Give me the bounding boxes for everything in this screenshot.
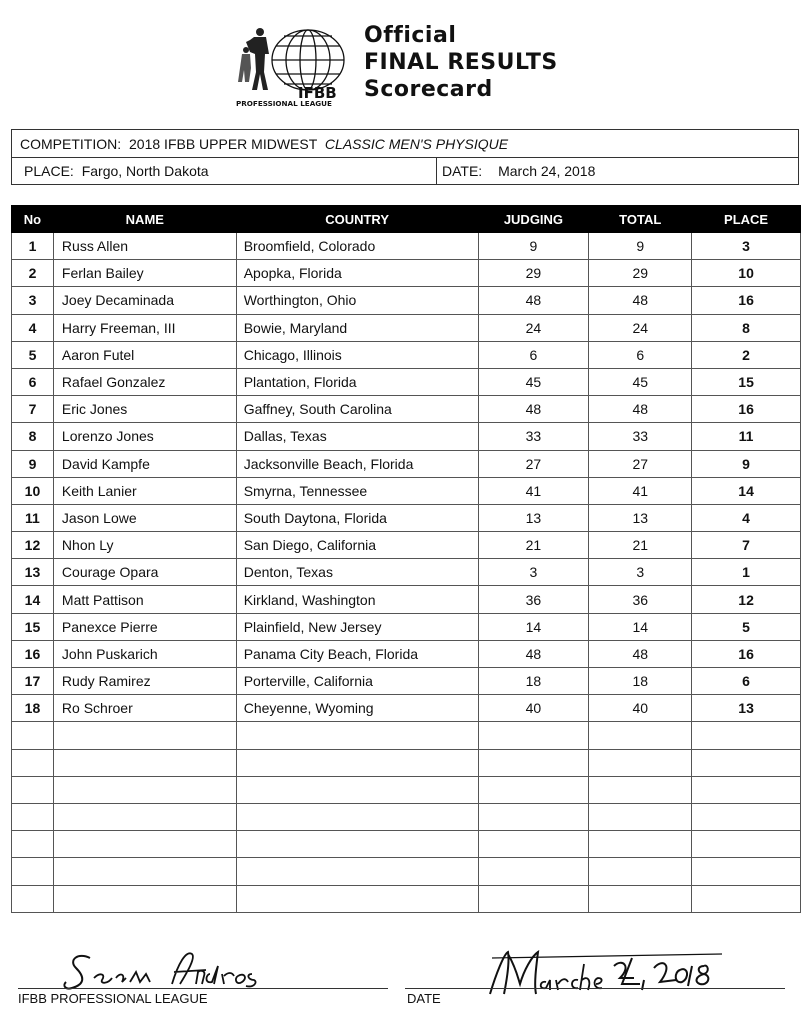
cell-no: 10 [12, 477, 54, 504]
cell-name: Rudy Ramirez [53, 668, 236, 695]
cell-place: 6 [692, 668, 801, 695]
table-row [12, 423, 801, 450]
table-row [12, 450, 801, 477]
empty-cell [236, 885, 478, 912]
cell-total: 14 [589, 613, 692, 640]
empty-cell [12, 722, 54, 749]
cell-name: Harry Freeman, III [53, 314, 236, 341]
title-scorecard: Scorecard [364, 77, 493, 102]
cell-place: 13 [692, 695, 801, 722]
empty-cell [692, 722, 801, 749]
empty-cell [236, 858, 478, 885]
cell-place: 4 [692, 504, 801, 531]
empty-table-row [12, 722, 801, 749]
cell-country: Smyrna, Tennessee [236, 477, 478, 504]
official-signature-label: IFBB PROFESSIONAL LEAGUE [18, 991, 208, 1006]
empty-table-row [12, 831, 801, 858]
header-judging: JUDGING [478, 206, 589, 233]
cell-place: 11 [692, 423, 801, 450]
empty-cell [692, 776, 801, 803]
empty-cell [236, 749, 478, 776]
cell-name: Ferlan Bailey [53, 260, 236, 287]
ifbb-logo [232, 24, 357, 108]
cell-total: 18 [589, 668, 692, 695]
table-row [12, 695, 801, 722]
cell-judging: 21 [478, 532, 589, 559]
empty-table-row [12, 858, 801, 885]
cell-total: 3 [589, 559, 692, 586]
cell-total: 21 [589, 532, 692, 559]
cell-no: 4 [12, 314, 54, 341]
cell-name: Matt Pattison [53, 586, 236, 613]
cell-judging: 29 [478, 260, 589, 287]
cell-name: David Kampfe [53, 450, 236, 477]
cell-country: San Diego, California [236, 532, 478, 559]
cell-country: Plantation, Florida [236, 368, 478, 395]
cell-no: 15 [12, 613, 54, 640]
cell-name: John Puskarich [53, 640, 236, 667]
empty-cell [236, 803, 478, 830]
cell-place: 3 [692, 233, 801, 260]
header-country: COUNTRY [236, 206, 478, 233]
date-signature-line [405, 988, 785, 989]
cell-name: Russ Allen [53, 233, 236, 260]
cell-total: 33 [589, 423, 692, 450]
cell-country: Panama City Beach, Florida [236, 640, 478, 667]
cell-country: Cheyenne, Wyoming [236, 695, 478, 722]
cell-total: 45 [589, 368, 692, 395]
cell-no: 6 [12, 368, 54, 395]
empty-cell [589, 831, 692, 858]
cell-place: 5 [692, 613, 801, 640]
empty-cell [12, 831, 54, 858]
header-name: NAME [53, 206, 236, 233]
cell-no: 18 [12, 695, 54, 722]
empty-cell [236, 722, 478, 749]
cell-total: 27 [589, 450, 692, 477]
empty-table-row [12, 885, 801, 912]
cell-total: 48 [589, 396, 692, 423]
cell-name: Ro Schroer [53, 695, 236, 722]
cell-judging: 6 [478, 341, 589, 368]
table-row [12, 477, 801, 504]
empty-cell [589, 858, 692, 885]
cell-no: 7 [12, 396, 54, 423]
cell-place: 7 [692, 532, 801, 559]
document-title [364, 22, 558, 103]
cell-no: 5 [12, 341, 54, 368]
svg-text:IFBB: IFBB [298, 84, 337, 102]
empty-cell [236, 831, 478, 858]
date-label: DATE: [442, 163, 483, 179]
empty-cell [478, 803, 589, 830]
cell-no: 16 [12, 640, 54, 667]
empty-cell [53, 831, 236, 858]
empty-table-row [12, 776, 801, 803]
cell-place: 15 [692, 368, 801, 395]
cell-country: Worthington, Ohio [236, 287, 478, 314]
cell-judging: 18 [478, 668, 589, 695]
empty-cell [589, 803, 692, 830]
cell-judging: 9 [478, 233, 589, 260]
table-row [12, 532, 801, 559]
bodybuilder-figures-icon [238, 28, 269, 90]
cell-judging: 40 [478, 695, 589, 722]
place-date-row [12, 157, 798, 185]
empty-cell [692, 858, 801, 885]
empty-cell [589, 776, 692, 803]
competition-value: 2018 IFBB UPPER MIDWEST [129, 136, 318, 152]
cell-country: Denton, Texas [236, 559, 478, 586]
empty-cell [236, 776, 478, 803]
empty-cell [478, 749, 589, 776]
table-row [12, 341, 801, 368]
cell-judging: 48 [478, 640, 589, 667]
cell-name: Joey Decaminada [53, 287, 236, 314]
header-total: TOTAL [589, 206, 692, 233]
empty-table-row [12, 803, 801, 830]
cell-total: 24 [589, 314, 692, 341]
empty-cell [53, 885, 236, 912]
empty-cell [692, 831, 801, 858]
cell-country: Plainfield, New Jersey [236, 613, 478, 640]
cell-country: South Daytona, Florida [236, 504, 478, 531]
cell-place: 16 [692, 396, 801, 423]
table-row [12, 504, 801, 531]
cell-no: 9 [12, 450, 54, 477]
cell-no: 17 [12, 668, 54, 695]
date-value: March 24, 2018 [498, 163, 596, 179]
table-row [12, 233, 801, 260]
empty-cell [12, 749, 54, 776]
empty-cell [53, 858, 236, 885]
cell-total: 40 [589, 695, 692, 722]
cell-judging: 36 [478, 586, 589, 613]
place-label: PLACE: [24, 163, 74, 179]
cell-judging: 41 [478, 477, 589, 504]
cell-judging: 48 [478, 396, 589, 423]
cell-name: Eric Jones [53, 396, 236, 423]
cell-total: 36 [589, 586, 692, 613]
cell-total: 6 [589, 341, 692, 368]
cell-place: 12 [692, 586, 801, 613]
cell-name: Keith Lanier [53, 477, 236, 504]
cell-place: 9 [692, 450, 801, 477]
title-final-results: FINAL RESULTS [364, 50, 558, 75]
title-official: Official [364, 23, 457, 48]
cell-no: 8 [12, 423, 54, 450]
cell-judging: 33 [478, 423, 589, 450]
cell-judging: 14 [478, 613, 589, 640]
cell-name: Nhon Ly [53, 532, 236, 559]
competition-row [12, 130, 798, 158]
table-row [12, 314, 801, 341]
empty-cell [12, 803, 54, 830]
table-row [12, 640, 801, 667]
table-row [12, 559, 801, 586]
cell-country: Gaffney, South Carolina [236, 396, 478, 423]
cell-country: Bowie, Maryland [236, 314, 478, 341]
table-row [12, 668, 801, 695]
cell-no: 13 [12, 559, 54, 586]
cell-total: 13 [589, 504, 692, 531]
table-row [12, 260, 801, 287]
official-signature-line [18, 988, 388, 989]
competition-label: COMPETITION: [20, 136, 122, 152]
cell-name: Lorenzo Jones [53, 423, 236, 450]
results-table [11, 205, 801, 913]
cell-total: 9 [589, 233, 692, 260]
cell-total: 48 [589, 640, 692, 667]
cell-name: Jason Lowe [53, 504, 236, 531]
empty-cell [478, 776, 589, 803]
empty-cell [478, 831, 589, 858]
date-signature-label: DATE [407, 991, 441, 1006]
table-row [12, 287, 801, 314]
cell-total: 29 [589, 260, 692, 287]
cell-country: Chicago, Illinois [236, 341, 478, 368]
cell-judging: 3 [478, 559, 589, 586]
cell-name: Aaron Futel [53, 341, 236, 368]
cell-no: 2 [12, 260, 54, 287]
empty-cell [692, 749, 801, 776]
cell-place: 14 [692, 477, 801, 504]
table-header-row [12, 206, 801, 233]
cell-judging: 48 [478, 287, 589, 314]
cell-country: Apopka, Florida [236, 260, 478, 287]
cell-name: Panexce Pierre [53, 613, 236, 640]
cell-place: 10 [692, 260, 801, 287]
header-place: PLACE [692, 206, 801, 233]
info-divider [436, 157, 437, 185]
empty-cell [12, 858, 54, 885]
empty-cell [53, 722, 236, 749]
cell-judging: 24 [478, 314, 589, 341]
cell-no: 3 [12, 287, 54, 314]
empty-cell [53, 749, 236, 776]
cell-no: 12 [12, 532, 54, 559]
cell-judging: 45 [478, 368, 589, 395]
table-row [12, 368, 801, 395]
place-value: Fargo, North Dakota [81, 163, 209, 179]
empty-cell [589, 885, 692, 912]
empty-cell [478, 885, 589, 912]
cell-judging: 13 [478, 504, 589, 531]
empty-cell [589, 722, 692, 749]
cell-total: 41 [589, 477, 692, 504]
cell-no: 14 [12, 586, 54, 613]
competition-info-box [11, 129, 799, 185]
empty-cell [692, 803, 801, 830]
empty-cell [53, 776, 236, 803]
empty-cell [478, 722, 589, 749]
cell-total: 48 [589, 287, 692, 314]
cell-country: Porterville, California [236, 668, 478, 695]
empty-cell [478, 858, 589, 885]
cell-country: Broomfield, Colorado [236, 233, 478, 260]
table-row [12, 586, 801, 613]
cell-place: 16 [692, 640, 801, 667]
empty-cell [589, 749, 692, 776]
cell-place: 8 [692, 314, 801, 341]
cell-country: Kirkland, Washington [236, 586, 478, 613]
cell-name: Rafael Gonzalez [53, 368, 236, 395]
cell-place: 2 [692, 341, 801, 368]
cell-judging: 27 [478, 450, 589, 477]
cell-country: Jacksonville Beach, Florida [236, 450, 478, 477]
cell-place: 16 [692, 287, 801, 314]
table-row [12, 613, 801, 640]
table-row [12, 396, 801, 423]
competition-division: CLASSIC MEN'S PHYSIQUE [324, 136, 509, 152]
cell-name: Courage Opara [53, 559, 236, 586]
globe-icon [272, 30, 344, 90]
cell-country: Dallas, Texas [236, 423, 478, 450]
empty-table-row [12, 749, 801, 776]
cell-place: 1 [692, 559, 801, 586]
cell-no: 11 [12, 504, 54, 531]
results-body [12, 233, 801, 913]
empty-cell [12, 776, 54, 803]
empty-cell [53, 803, 236, 830]
empty-cell [692, 885, 801, 912]
cell-no: 1 [12, 233, 54, 260]
header-no: No [12, 206, 54, 233]
empty-cell [12, 885, 54, 912]
date-signature [482, 944, 732, 1004]
svg-text:PROFESSIONAL LEAGUE: PROFESSIONAL LEAGUE [236, 99, 332, 108]
